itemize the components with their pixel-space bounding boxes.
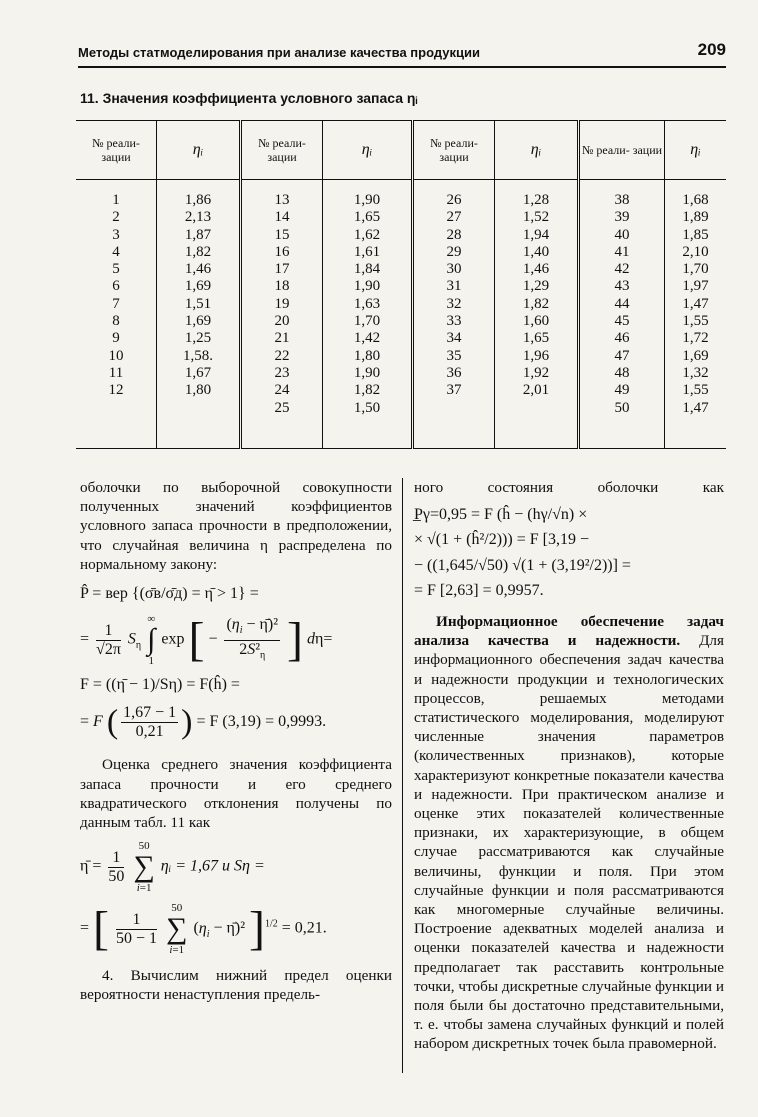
eta-value: 1,68 <box>682 192 709 208</box>
realization-number: 4 <box>112 243 120 260</box>
eta-value: 2,10 <box>682 243 709 260</box>
realization-number: 48 <box>614 364 630 381</box>
eta-value: 2,01 <box>522 382 550 399</box>
realization-number: 33 <box>446 313 462 330</box>
equation-std: = [ $\frac{1}{50 - 1}$ 50 ∑ i=1 ($\eta_i$ − η̄)² ]$^{1/2}$ = 0,21. <box>80 902 327 957</box>
integral-sign: ∞ ∫ 1 <box>147 613 156 668</box>
realization-number: 42 <box>614 261 630 278</box>
realization-number: 30 <box>446 261 462 278</box>
realization-number: 14 <box>274 209 290 226</box>
eta-value: 1,60 <box>522 313 550 330</box>
equation-probability: P̂ = вер {(σ̄в/σ̄д) = η̄ > 1} = <box>80 585 259 603</box>
equation-lower-bound-3: − ((1,645/√50) √(1 + (3,19²/2))] = <box>414 556 631 574</box>
realization-number: 31 <box>446 278 462 295</box>
realization-number: 35 <box>446 347 462 364</box>
header-eta-4: ηᵢ <box>665 121 727 180</box>
fraction: $\frac{1}{50 - 1}$ <box>116 910 158 947</box>
realization-number: 50 <box>614 399 630 416</box>
realization-number: 15 <box>274 226 290 243</box>
eta-value: 1,97 <box>682 278 709 295</box>
eta-value: 1,86 <box>184 192 212 208</box>
eta-value: 1,90 <box>353 364 381 381</box>
eta-value: 1,55 <box>682 313 709 330</box>
realization-numbers <box>413 180 495 449</box>
equation-result: = F (3,19) = 0,9993. <box>196 713 327 731</box>
table-body-row <box>76 180 726 449</box>
realization-number: 25 <box>274 399 290 416</box>
equation-lower-bound-2: × √(1 + (ĥ²/2))) = F [3,19 − <box>414 531 589 549</box>
paragraph <box>414 612 724 1054</box>
eta-value: 1,69 <box>184 278 212 295</box>
fraction: $\frac{(\eta_i - \etā)^2}{2S^2_\eta}$ <box>226 615 279 661</box>
equation-result: = 0,21. <box>281 919 327 937</box>
realization-number: 27 <box>446 209 462 226</box>
running-title: Методы статмоделирования при анализе качества продукции <box>78 45 480 60</box>
realization-number: 29 <box>446 243 462 260</box>
table-caption: 11. Значения коэффициента условного запаса ηᵢ <box>80 90 418 106</box>
paragraph: 4. Вычислим нижний предел оценки вероятности ненаступления предель- <box>80 967 392 1004</box>
eta-value: 1,96 <box>522 347 550 364</box>
realization-number: 36 <box>446 364 462 381</box>
realization-number: 18 <box>274 278 290 295</box>
header-num-4: № реали- зации <box>579 121 665 180</box>
realization-number: 39 <box>614 209 630 226</box>
header-eta-3: ηᵢ <box>495 121 579 180</box>
eta-value: 1,69 <box>682 347 709 364</box>
realization-number: 24 <box>274 382 290 399</box>
sum-sign: 50 ∑ i=1 <box>133 840 155 895</box>
realization-number: 10 <box>108 347 124 364</box>
realization-number: 11 <box>108 364 124 381</box>
realization-number: 20 <box>274 313 290 330</box>
eta-value: 1,29 <box>522 278 550 295</box>
paragraph: Оценка среднего значения коэффициента запаса прочности и его среднего квадратического отклонения получены по данным табл. 11 как <box>80 756 392 832</box>
header-num-1: № реали- зации <box>76 121 157 180</box>
eta-value: 1,70 <box>682 261 709 278</box>
eta-value: 1,58. <box>183 347 213 364</box>
equation-F-value: = F ( $\frac{1,67 - 1}{0,21}$ ) = F (3,19) = 0,9993. <box>80 703 327 741</box>
header-num-2: № реали- зации <box>241 121 323 180</box>
eta-value: 1,72 <box>682 330 709 347</box>
realization-number: 7 <box>112 295 120 312</box>
equation-F: F = ((η̄ − 1)/Sη) = F(ĥ) = <box>80 676 240 694</box>
realization-number: 1 <box>112 192 120 208</box>
realization-number: 21 <box>274 330 290 347</box>
eta-value: 1,85 <box>682 226 709 243</box>
realization-number: 3 <box>112 226 120 243</box>
realization-number: 13 <box>274 192 290 208</box>
left-column <box>80 478 392 1005</box>
page-header <box>78 30 726 68</box>
eta-value: 1,80 <box>353 347 381 364</box>
realization-number: 44 <box>614 295 630 312</box>
eta-values <box>495 180 579 449</box>
realization-number: 37 <box>446 382 462 399</box>
eta-value: 1,25 <box>184 330 212 347</box>
eta-value: 1,32 <box>682 364 709 381</box>
section-heading: Информационное обеспечение задач анализа качества и надежности. <box>414 613 724 650</box>
eta-value: 1,92 <box>522 364 550 381</box>
eta-value: 1,46 <box>522 261 550 278</box>
header-eta-2: ηᵢ <box>323 121 413 180</box>
page-number: 209 <box>697 40 726 59</box>
eta-value: 1,42 <box>353 330 381 347</box>
eta-value: 1,63 <box>353 295 381 312</box>
realization-number: 43 <box>614 278 630 295</box>
realization-number: 16 <box>274 243 290 260</box>
realization-number: 40 <box>614 226 630 243</box>
realization-numbers <box>579 180 665 449</box>
eta-value: 1,87 <box>184 226 212 243</box>
realization-number: 8 <box>112 313 120 330</box>
eta-values <box>323 180 413 449</box>
eta-value: 1,47 <box>682 295 709 312</box>
eta-value: 1,65 <box>353 209 381 226</box>
eta-value: 1,28 <box>522 192 550 208</box>
fraction: $\frac{1}{50}$ <box>108 848 125 885</box>
coefficient-table <box>76 120 726 449</box>
realization-number: 17 <box>274 261 290 278</box>
eta-value: 1,52 <box>522 209 550 226</box>
realization-number: 32 <box>446 295 462 312</box>
realization-number: 22 <box>274 347 290 364</box>
fraction: $\frac{1}{√2\pi}$ <box>96 621 121 658</box>
eta-value: 1,62 <box>353 226 381 243</box>
realization-numbers <box>76 180 157 449</box>
eta-value: 1,61 <box>353 243 381 260</box>
table-header-row <box>76 121 726 180</box>
realization-number: 9 <box>112 330 120 347</box>
eta-value: 1,80 <box>184 382 212 399</box>
eta-values <box>665 180 727 449</box>
eta-value: 1,82 <box>184 243 212 260</box>
eta-value: 1,90 <box>353 278 381 295</box>
equation-integral: = $\frac{1}{√2\pi}$ $S_\eta$ ∞ ∫ 1 exp [ − $\frac{(\eta_i - \etā)^2}{2S^2_\eta}$ ] dη= <box>80 613 333 668</box>
eta-value: 1,65 <box>522 330 550 347</box>
realization-number: 49 <box>614 382 630 399</box>
paragraph: оболочки по выборочной совокупности полученных значений коэффициентов условного запаса прочности в предположении, что случайная величина η распределена по нормальному закону: <box>80 479 392 573</box>
eta-value: 1,84 <box>353 261 381 278</box>
eta-value: 1,69 <box>184 313 212 330</box>
equation-mean: η̄ = $\frac{1}{50}$ 50 ∑ i=1 ηᵢ = 1,67 и Sη = <box>80 840 265 895</box>
realization-number: 45 <box>614 313 630 330</box>
eta-value: 1,82 <box>353 382 381 399</box>
right-column <box>414 478 724 1054</box>
realization-numbers <box>241 180 323 449</box>
realization-number: 34 <box>446 330 462 347</box>
eta-value: 1,40 <box>522 243 550 260</box>
eta-value: 1,50 <box>353 399 381 416</box>
equation-text: ηᵢ = 1,67 и Sη = <box>160 857 265 875</box>
eta-value: 1,89 <box>682 209 709 226</box>
eta-values <box>157 180 241 449</box>
equation-lower-bound: P̲γ=0,95 = F (ĥ − (hγ/√n) × <box>414 506 588 524</box>
eta-value: 1,70 <box>353 313 381 330</box>
realization-number: 41 <box>614 243 630 260</box>
realization-number: 38 <box>614 192 630 208</box>
header-eta-1: ηᵢ <box>157 121 241 180</box>
realization-number: 26 <box>446 192 462 208</box>
eta-value: 1,94 <box>522 226 550 243</box>
eta-value: 1,47 <box>682 399 709 416</box>
realization-number: 47 <box>614 347 630 364</box>
paragraph-text: Для информационного обеспечения задач качества и надежности продукции и технологических процессов, решаемых методами статистического моделирования, моделируют численные значения параметров (количественных признаков), которые характеризуют конкретные показатели качества и надежности. При практическом анализе и оценке этих показателей количественные признаки, их характеризующие, в общем случае рассматриваются как случайные величины, функции и поля. При этом случайные функции и поля рассматриваются как многомерные случайные величины. Построение адекватных моделей анализа и оценки показателей качества и надежности предполагает так расставить контрольные точки, чтобы дискретные случайные функции и поля были бы достаточно представительными, т. е. чтобы замена случайных функций и полей набором дискретных точек была правомерной. <box>414 632 724 1053</box>
eta-value: 1,90 <box>353 192 381 208</box>
realization-number: 28 <box>446 226 462 243</box>
realization-number: 46 <box>614 330 630 347</box>
eta-value: 1,51 <box>184 295 212 312</box>
paragraph: ного состояния оболочки как <box>414 479 724 496</box>
realization-number: 5 <box>112 261 120 278</box>
realization-number: 6 <box>112 278 120 295</box>
realization-number: 23 <box>274 364 290 381</box>
sum-sign: 50 ∑ i=1 <box>166 902 188 957</box>
eta-value: 1,55 <box>682 382 709 399</box>
realization-number: 12 <box>108 382 124 399</box>
column-divider <box>402 478 403 1073</box>
realization-number: 2 <box>112 209 120 226</box>
equation-lower-bound-4: = F [2,63] = 0,9957. <box>414 581 544 599</box>
eta-value: 1,67 <box>184 364 212 381</box>
eta-value: 2,13 <box>184 209 212 226</box>
eta-value: 1,46 <box>184 261 212 278</box>
fraction: $\frac{1,67 - 1}{0,21}$ <box>123 704 177 741</box>
realization-number: 19 <box>274 295 290 312</box>
header-num-3: № реали- зации <box>413 121 495 180</box>
eta-value: 1,82 <box>522 295 550 312</box>
